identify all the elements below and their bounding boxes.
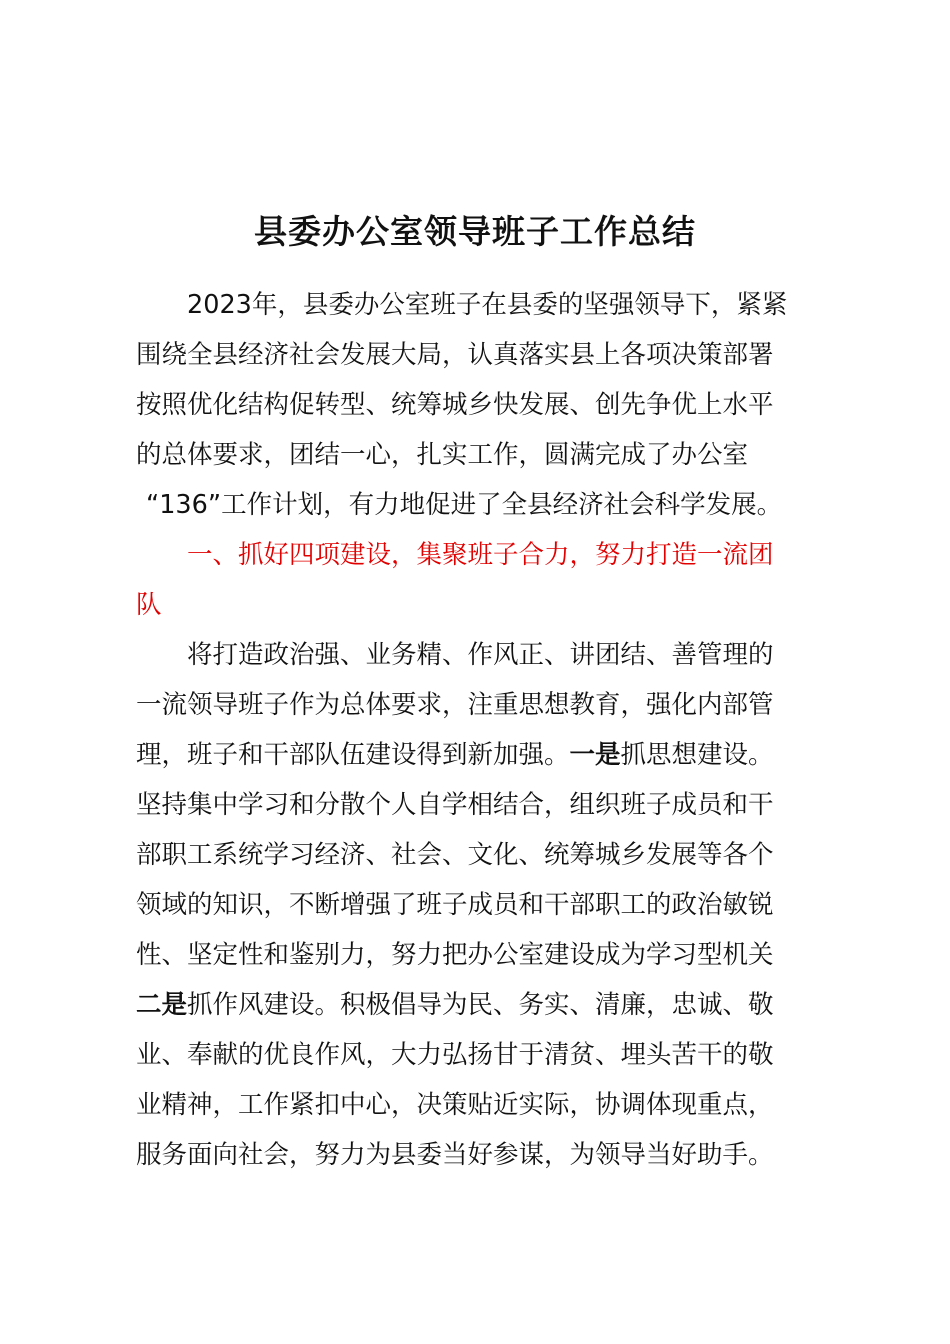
paragraph-line: 领域的知识，不断增强了班子成员和干部职工的政治敏锐	[136, 890, 774, 920]
section-heading	[136, 530, 836, 630]
paragraph-line: 业、奉献的优良作风，大力弘扬甘于清贫、埋头苦干的敬	[136, 1040, 774, 1070]
paragraph-text: 理，班子和干部队伍建设得到新加强。	[136, 740, 570, 770]
paragraph-line	[136, 730, 836, 780]
paragraph-line	[136, 980, 836, 1030]
paragraph-line: 围绕全县经济社会发展大局，认真落实县上各项决策部署	[136, 340, 774, 370]
paragraph-line: 性、坚定性和鉴别力，努力把办公室建设成为学习型机关	[136, 940, 774, 970]
paragraph-line: 业精神，工作紧扣中心，决策贴近实际，协调体现重点，	[136, 1090, 774, 1120]
paragraph-line: 一流领导班子作为总体要求，注重思想教育，强化内部管	[136, 690, 774, 720]
paragraph-line: “136”工作计划，有力地促进了全县经济社会科学发展。	[146, 490, 783, 520]
heading-line: 一、抓好四项建设，集聚班子合力，努力打造一流团	[187, 540, 774, 570]
bold-marker: 一是	[569, 740, 621, 770]
paragraph-line: 部职工系统学习经济、社会、文化、统筹城乡发展等各个	[136, 840, 774, 870]
section-paragraph	[136, 630, 836, 1180]
paragraph-text: 抓思想建设。	[620, 740, 774, 770]
paragraph-line: 坚持集中学习和分散个人自学相结合，组织班子成员和干	[136, 790, 774, 820]
paragraph-line: 将打造政治强、业务精、作风正、讲团结、善管理的	[187, 640, 774, 670]
paragraph-line: 服务面向社会，努力为县委当好参谋，为领导当好助手。	[136, 1140, 774, 1170]
heading-line: 队	[136, 590, 162, 620]
bold-marker: 二是	[136, 990, 188, 1020]
paragraph-text: 抓作风建设。积极倡导为民、务实、清廉，忠诚、敬	[187, 990, 774, 1020]
intro-paragraph	[136, 280, 836, 530]
paragraph-line: 的总体要求，团结一心，扎实工作，圆满完成了办公室	[136, 440, 749, 470]
paragraph-line: 2023年，县委办公室班子在县委的坚强领导下，紧紧	[187, 290, 788, 320]
document-title: 县委办公室领导班子工作总结	[254, 212, 696, 251]
paragraph-line: 按照优化结构促转型、统筹城乡快发展、创先争优上水平	[136, 390, 774, 420]
